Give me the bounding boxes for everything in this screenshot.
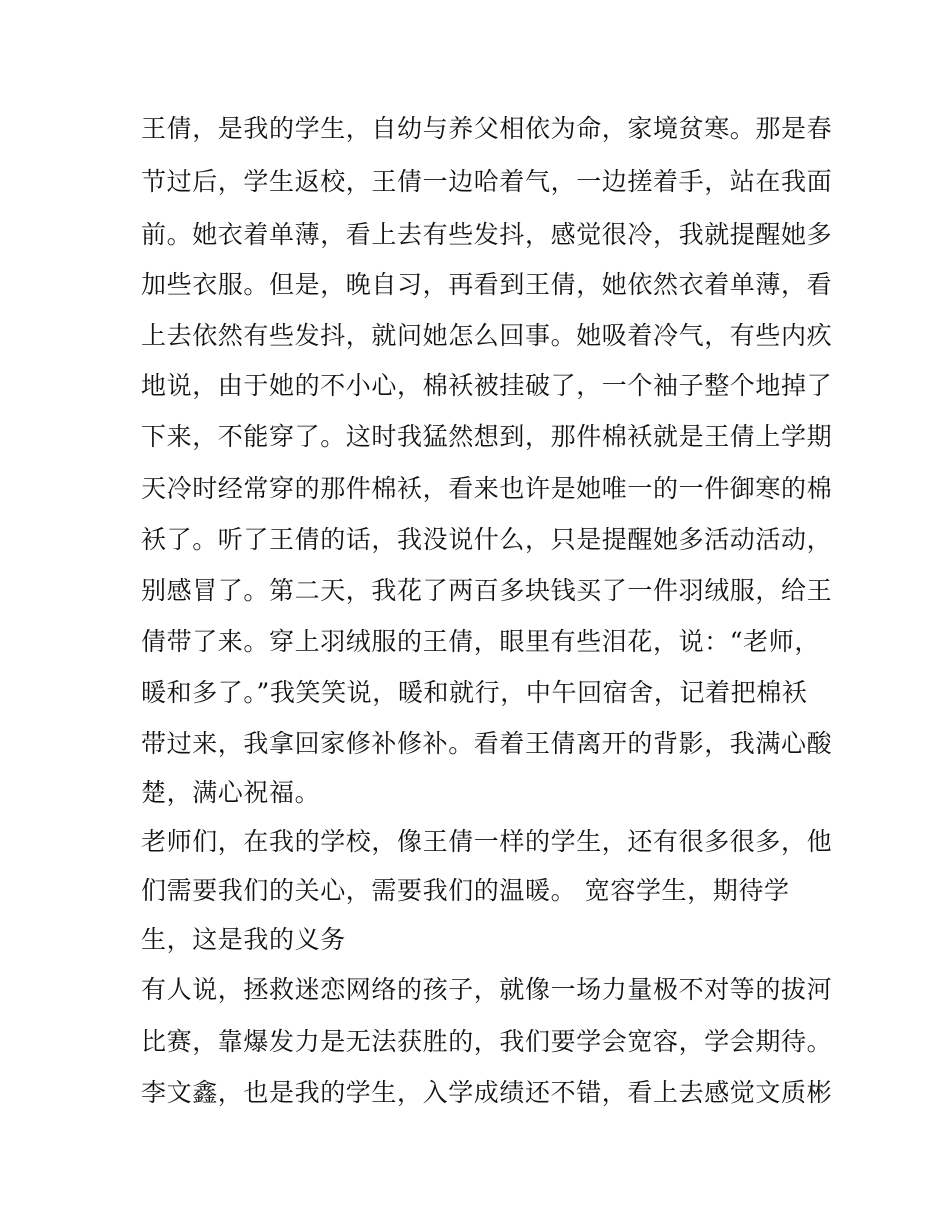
text-line: 王倩，是我的学生，自幼与养父相依为命，家境贫寒。那是春 <box>141 114 833 143</box>
text-line: 带过来，我拿回家修补修补。看着王倩离开的背影，我满心酸 <box>141 729 833 758</box>
text-line: 们需要我们的关心，需要我们的温暖。 宽容学生，期待学 <box>141 876 790 905</box>
text-line: 李文鑫，也是我的学生，入学成绩还不错，看上去感觉文质彬 <box>141 1078 833 1107</box>
text-line: 加些衣服。但是，晚自习，再看到王倩，她依然衣着单薄，看 <box>141 270 833 299</box>
text-line: 下来，不能穿了。这时我猛然想到，那件棉袄就是王倩上学期 <box>141 422 833 451</box>
text-line: 节过后，学生返校，王倩一边哈着气，一边搓着手，站在我面 <box>141 167 833 196</box>
text-line: 上去依然有些发抖，就问她怎么回事。她吸着冷气，有些内疚 <box>141 321 833 350</box>
text-line: 老师们，在我的学校，像王倩一样的学生，还有很多很多，他 <box>141 827 833 856</box>
text-line: 比赛，靠爆发力是无法获胜的，我们要学会宽容，学会期待。 <box>141 1027 833 1056</box>
text-line: 地说，由于她的不小心，棉袄被挂破了，一个袖子整个地掉了 <box>141 371 833 400</box>
text-line: 暖和多了。”我笑笑说，暖和就行，中午回宿舍，记着把棉袄 <box>141 678 808 707</box>
text-line: 袄了。听了王倩的话，我没说什么，只是提醒她多活动活动， <box>141 525 833 554</box>
text-line: 生，这是我的义务 <box>141 925 346 954</box>
text-line: 别感冒了。第二天，我花了两百多块钱买了一件羽绒服，给王 <box>141 576 833 605</box>
text-line: 前。她衣着单薄，看上去有些发抖，感觉很冷，我就提醒她多 <box>141 220 833 249</box>
text-line: 楚，满心祝福。 <box>141 778 321 807</box>
text-line: 天冷时经常穿的那件棉袄，看来也许是她唯一的一件御寒的棉 <box>141 474 833 503</box>
text-line: 倩带了来。穿上羽绒服的王倩，眼里有些泪花，说：“老师， <box>141 627 820 656</box>
text-line: 有人说，拯救迷恋网络的孩子，就像一场力量极不对等的拔河 <box>141 975 833 1004</box>
